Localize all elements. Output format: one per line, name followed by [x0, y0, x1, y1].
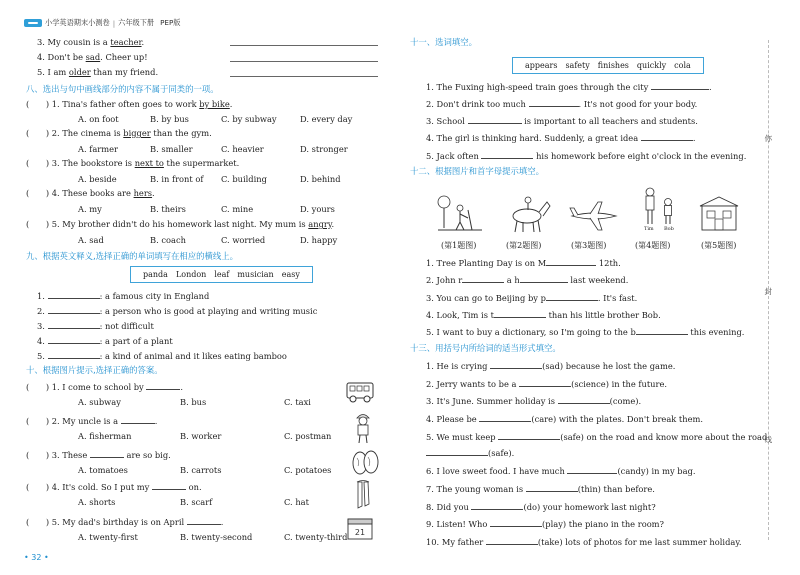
s8-q3-opt-b: B. in front of	[150, 174, 204, 184]
word-option: cola	[674, 61, 691, 70]
s10-q2-opt-a: A. fisherman	[78, 431, 132, 441]
s8-q3-opt-d: D. behind	[300, 174, 341, 184]
s8-q1-opt-a: A. on foot	[78, 114, 119, 124]
caption-5: (第5题图)	[701, 241, 737, 250]
s10-q4-opt-a: A. shorts	[78, 497, 116, 507]
page-number: • 32 •	[24, 553, 49, 562]
s9-q4: 4. : a part of a plant	[37, 336, 173, 346]
s8-q2: ( ) 2. The cinema is bigger than the gym.	[26, 128, 212, 138]
s13-q5: 5. We must keep (safe) on the road and know more about the road	[426, 432, 768, 442]
s11-q4: 4. The girl is thinking hard. Suddenly, a great idea .	[426, 133, 696, 143]
answer-blank[interactable]	[48, 335, 100, 344]
s11-word-box	[512, 57, 704, 74]
answer-blank[interactable]	[498, 431, 560, 440]
s13-q4: 4. Please be (care) with the plates. Don't break them.	[426, 414, 704, 424]
s10-q1: ( ) 1. I come to school by .	[26, 382, 184, 392]
s13-q6: 6. I love sweet food. I have much (candy) in my bag.	[426, 466, 696, 476]
s13-q1: 1. He is crying (sad) because he lost the game.	[426, 361, 676, 371]
header-edition: PEP版	[160, 18, 181, 27]
answer-blank[interactable]	[152, 481, 186, 490]
word-option: finishes	[597, 61, 629, 70]
answer-line[interactable]	[230, 61, 378, 62]
s10-q3: ( ) 3. These are so big.	[26, 450, 171, 460]
tim-and-bob-icon	[640, 186, 680, 230]
s8-q5-opt-a: A. sad	[78, 235, 104, 245]
answer-line[interactable]	[230, 76, 378, 77]
answer-blank[interactable]	[494, 309, 546, 318]
answer-blank[interactable]	[481, 150, 533, 159]
side-mark-2: 封	[764, 287, 772, 296]
pic-label-tim: Tim	[644, 226, 654, 232]
bookstore-icon	[698, 194, 740, 234]
s9-q3: 3. : not difficult	[37, 321, 154, 331]
s13-q9: 9. Listen! Who (play) the piano in the room?	[426, 519, 665, 529]
header-grade: 六年级下册	[118, 18, 155, 27]
s11-q5: 5. Jack often his homework before eight o'clock in the evening.	[426, 151, 747, 161]
s13-q7: 7. The young woman is (thin) than before.	[426, 484, 655, 494]
s10-q2-opt-b: B. worker	[180, 431, 222, 441]
answer-blank[interactable]	[529, 98, 579, 107]
s10-q5: ( ) 5. My dad's birthday is on April .	[26, 517, 224, 527]
answer-blank[interactable]	[479, 413, 531, 422]
answer-blank[interactable]	[48, 290, 100, 299]
s12-q2: 2. John r a h last weekend.	[426, 275, 629, 285]
answer-blank[interactable]	[48, 320, 100, 329]
s8-q4-opt-b: B. theirs	[150, 204, 186, 214]
s10-q1-opt-c: C. taxi	[284, 397, 311, 407]
s10-q3-opt-b: B. carrots	[180, 465, 222, 475]
answer-blank[interactable]	[636, 326, 688, 335]
potatoes-icon	[350, 448, 380, 476]
answer-blank[interactable]	[462, 274, 504, 283]
caption-3: (第3题图)	[571, 241, 607, 250]
header-title: 小学英语期末小测卷	[45, 18, 110, 27]
s12-q1: 1. Tree Planting Day is on M 12th.	[426, 258, 621, 268]
word-option: quickly	[636, 61, 667, 70]
s10-q5-opt-a: A. twenty-first	[78, 532, 138, 542]
worker-icon	[352, 410, 374, 444]
s11-q2: 2. Don't drink too much . It's not good for your body.	[426, 99, 698, 109]
section-11-title: 十一、选词填空。	[410, 37, 477, 47]
s8-q4-opt-d: D. yours	[300, 204, 335, 214]
plane-icon	[568, 200, 620, 232]
page-header: 小学英语期末小测卷 | 六年级下册 PEP版	[24, 17, 180, 29]
s10-q4: ( ) 4. It's cold. So I put my on.	[26, 482, 202, 492]
answer-blank[interactable]	[641, 132, 693, 141]
answer-blank[interactable]	[471, 501, 523, 510]
section-10-title: 十、根据图片提示,选择正确的答案。	[26, 365, 163, 375]
answer-blank[interactable]	[426, 447, 488, 456]
s8-q2-opt-b: B. smaller	[150, 144, 193, 154]
s13-q5-cont: (safe).	[426, 447, 514, 459]
section-12-title: 十二、根据图片和首字母提示填空。	[410, 166, 544, 176]
section-13-title: 十三、用括号内所给词的适当形式填空。	[410, 343, 561, 353]
answer-blank[interactable]	[90, 449, 124, 458]
answer-blank[interactable]	[48, 350, 100, 359]
s13-q8: 8. Did you (do) your homework last night?	[426, 502, 656, 512]
answer-blank[interactable]	[486, 536, 538, 545]
answer-blank[interactable]	[121, 415, 155, 424]
s10-q3-opt-c: C. potatoes	[284, 465, 332, 475]
answer-blank[interactable]	[146, 381, 180, 390]
s10-q5-opt-c: C. twenty-third	[284, 532, 348, 542]
s13-q10: 10. My father (take) lots of photos for me last summer holiday.	[426, 537, 742, 547]
s8-q5-opt-b: B. coach	[150, 235, 186, 245]
word-option: panda	[143, 270, 168, 279]
answer-blank[interactable]	[490, 518, 542, 527]
caption-4: (第4题图)	[635, 241, 671, 250]
tree-planting-icon	[436, 190, 484, 234]
s8-q4-opt-c: C. mine	[221, 204, 254, 214]
answer-line[interactable]	[230, 45, 378, 46]
s10-q1-opt-b: B. bus	[180, 397, 207, 407]
s8-q1-opt-b: B. by bus	[150, 114, 189, 124]
word-option: musician	[237, 270, 274, 279]
s9-word-box	[130, 266, 313, 283]
answer-blank[interactable]	[490, 360, 542, 369]
s8-q4: ( ) 4. These books are hers.	[26, 188, 155, 198]
s9-q5: 5. : a kind of animal and it likes eating bamboo	[37, 351, 287, 361]
pic-label-bob: Bob	[664, 226, 674, 232]
s12-q4: 4. Look, Tim is t than his little brother Bob.	[426, 310, 661, 320]
word-option: safety	[565, 61, 590, 70]
s8-q2-opt-c: C. heavier	[221, 144, 264, 154]
s9-q2: 2. : a person who is good at playing and writing music	[37, 306, 318, 316]
s8-q1-opt-c: C. by subway	[221, 114, 277, 124]
answer-blank[interactable]	[526, 483, 578, 492]
answer-blank[interactable]	[520, 274, 568, 283]
s8-q2-opt-a: A. farmer	[78, 144, 118, 154]
answer-blank[interactable]	[519, 378, 571, 387]
word-option: appears	[525, 61, 558, 70]
caption-1: (第1题图)	[441, 241, 477, 250]
answer-blank[interactable]	[187, 516, 221, 525]
s8-q3-opt-c: C. building	[221, 174, 267, 184]
s8-q4-opt-a: A. my	[78, 204, 102, 214]
s10-q4-opt-c: C. hat	[284, 497, 309, 507]
word-option: easy	[281, 270, 300, 279]
answer-blank[interactable]	[48, 305, 100, 314]
answer-blank[interactable]	[651, 81, 709, 90]
word-option: London	[175, 270, 207, 279]
s7-item-5: 5. I am older than my friend.	[37, 67, 159, 77]
calendar-icon	[346, 515, 374, 541]
s8-q2-opt-d: D. stronger	[300, 144, 348, 154]
side-mark-1: 你	[764, 134, 772, 143]
s11-q1: 1. The Fuxing high-speed train goes through the city .	[426, 82, 712, 92]
section-9-title: 九、根据英文释义,选择正确的单词填写在相应的横线上。	[26, 251, 239, 261]
s12-q5: 5. I want to buy a dictionary, so I'm going to the b this evening.	[426, 327, 745, 337]
s10-q2: ( ) 2. My uncle is a .	[26, 416, 158, 426]
answer-blank[interactable]	[546, 257, 596, 266]
s10-q5-opt-b: B. twenty-second	[180, 532, 253, 542]
s8-q3-opt-a: A. beside	[78, 174, 117, 184]
svg-text:21: 21	[354, 528, 366, 537]
answer-blank[interactable]	[546, 292, 598, 301]
s8-q1-opt-d: D. every day	[300, 114, 353, 124]
s8-q3: ( ) 3. The bookstore is next to the supermarket.	[26, 158, 240, 168]
s12-q3: 3. You can go to Beijing by p . It's fast.	[426, 293, 638, 303]
s7-item-3: 3. My cousin is a teacher.	[37, 37, 145, 47]
s10-q2-opt-c: C. postman	[284, 431, 332, 441]
caption-2: (第2题图)	[506, 241, 542, 250]
s9-q1: 1. : a famous city in England	[37, 291, 210, 301]
s7-item-4: 4. Don't be sad. Cheer up!	[37, 52, 148, 62]
answer-blank[interactable]	[567, 465, 617, 474]
s13-q2: 2. Jerry wants to be a (science) in the future.	[426, 379, 668, 389]
s8-q5: ( ) 5. My brother didn't do his homework last night. My mum is angry.	[26, 219, 335, 229]
horse-riding-icon	[503, 192, 553, 234]
s10-q3-opt-a: A. tomatoes	[78, 465, 128, 475]
s8-q5-opt-c: C. worried	[221, 235, 266, 245]
s11-q3: 3. School is important to all teachers and students.	[426, 116, 698, 126]
bus-icon	[345, 380, 375, 404]
s10-q4-opt-b: B. scarf	[180, 497, 213, 507]
side-mark-3: 线	[764, 435, 772, 444]
s13-q3: 3. It's June. Summer holiday is (come).	[426, 396, 642, 406]
s8-q5-opt-d: D. happy	[300, 235, 338, 245]
brand-logo-icon	[24, 19, 42, 27]
word-option: leaf	[214, 270, 230, 279]
answer-blank[interactable]	[558, 395, 610, 404]
section-8-title: 八、选出与句中画线部分的内容不属于同类的一项。	[26, 84, 219, 94]
s8-q1: ( ) 1. Tina's father often goes to work by bike.	[26, 99, 233, 109]
answer-blank[interactable]	[468, 115, 522, 124]
s10-q1-opt-a: A. subway	[78, 397, 121, 407]
scarf-icon	[352, 480, 374, 510]
